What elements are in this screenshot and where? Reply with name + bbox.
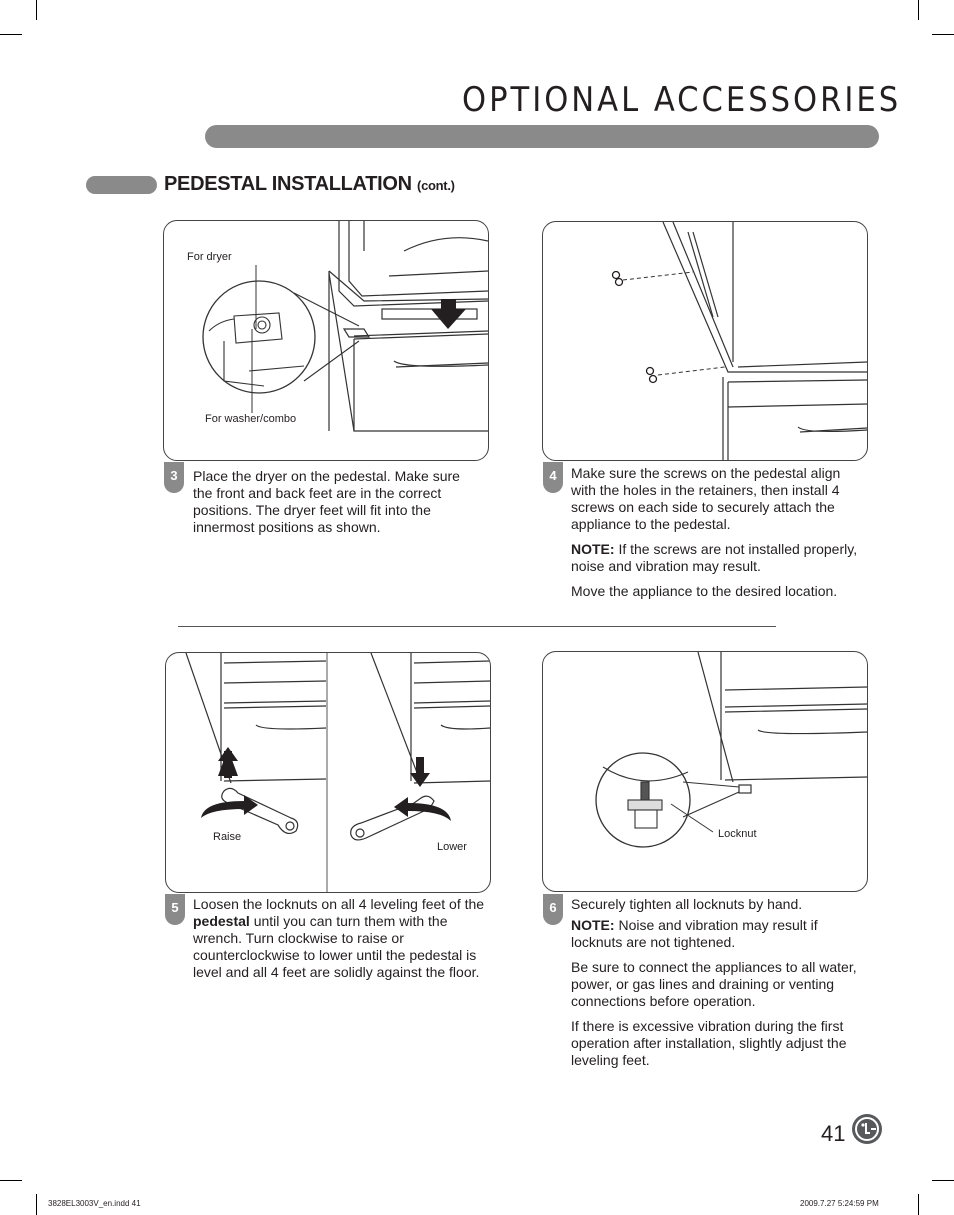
lg-logo-icon xyxy=(852,1114,882,1144)
footer-timestamp: 2009.7.27 5:24:59 PM xyxy=(800,1199,879,1208)
step5-text-bold: pedestal xyxy=(193,913,250,929)
step4-note-label: NOTE: xyxy=(571,541,615,557)
step4-note-text: If the screws are not installed properly, noise and vibration may result. xyxy=(571,541,858,574)
footer-file: 3828EL3003V_en.indd 41 xyxy=(48,1199,141,1208)
label-for-dryer: For dryer xyxy=(187,251,232,263)
section-title-cont: (cont.) xyxy=(417,178,455,193)
label-for-washer: For washer/combo xyxy=(205,413,297,425)
label-raise: Raise xyxy=(213,831,242,843)
label-locknut: Locknut xyxy=(718,828,757,840)
page-title: OPTIONAL ACCESSORIES xyxy=(462,80,902,120)
step6-note-text: Noise and vibration may result if locknuts are not tightened. xyxy=(571,917,818,950)
step6-illustration xyxy=(542,651,868,892)
section-title xyxy=(164,173,455,196)
step4-text xyxy=(571,465,861,608)
step5-badge: 5 xyxy=(165,894,185,925)
step6-note xyxy=(571,917,863,951)
step5-text-before: Loosen the locknuts on all 4 leveling feet of the xyxy=(193,896,485,912)
step3-illustration xyxy=(163,220,489,461)
step3-paragraph: Place the dryer on the pedestal. Make sure the front and back feet are in the correct positions. The dryer feet will fit into the innermost positions as shown. xyxy=(193,468,460,535)
label-lower: Lower xyxy=(437,841,467,853)
step4-note xyxy=(571,541,861,575)
step6-extra2: If there is excessive vibration during the first operation after installation, slightly adjust the leveling feet. xyxy=(571,1018,847,1068)
step4-illustration xyxy=(542,221,868,461)
section-pill xyxy=(86,176,157,194)
step5-text-after: until you can turn them with the wrench. Turn clockwise to raise or counterclockwise to lower until the pedestal is level and all 4 feet are solidly against the floor. xyxy=(193,913,480,980)
lg-logo-graphic xyxy=(852,1114,882,1144)
step5-paragraph xyxy=(193,896,485,981)
screw-install-drawing xyxy=(543,222,867,460)
step3-text xyxy=(193,468,483,544)
leveling-feet-drawing xyxy=(166,653,490,892)
step5-text xyxy=(193,896,485,989)
screw-icon xyxy=(613,272,657,383)
step6-text xyxy=(571,896,863,1077)
locknut-drawing xyxy=(543,652,867,891)
step4-badge: 4 xyxy=(543,462,563,493)
step4-paragraph: Make sure the screws on the pedestal align with the holes in the retainers, then install 4 screws on each side to securely attach the appliance to the pedestal. xyxy=(571,465,841,532)
section-divider xyxy=(178,626,776,627)
step3-badge: 3 xyxy=(164,462,184,493)
step6-badge: 6 xyxy=(543,894,563,925)
title-bar xyxy=(205,125,879,148)
step6-note-label: NOTE: xyxy=(571,917,615,933)
section-title-text: PEDESTAL INSTALLATION xyxy=(164,173,412,195)
step6-paragraph: Securely tighten all locknuts by hand. xyxy=(571,896,803,912)
step4-extra: Move the appliance to the desired location. xyxy=(571,583,838,599)
step5-illustration xyxy=(165,652,491,893)
page-number: 41 xyxy=(821,1121,846,1146)
step6-extra1: Be sure to connect the appliances to all water, power, or gas lines and draining or venting connections before operation. xyxy=(571,959,857,1009)
